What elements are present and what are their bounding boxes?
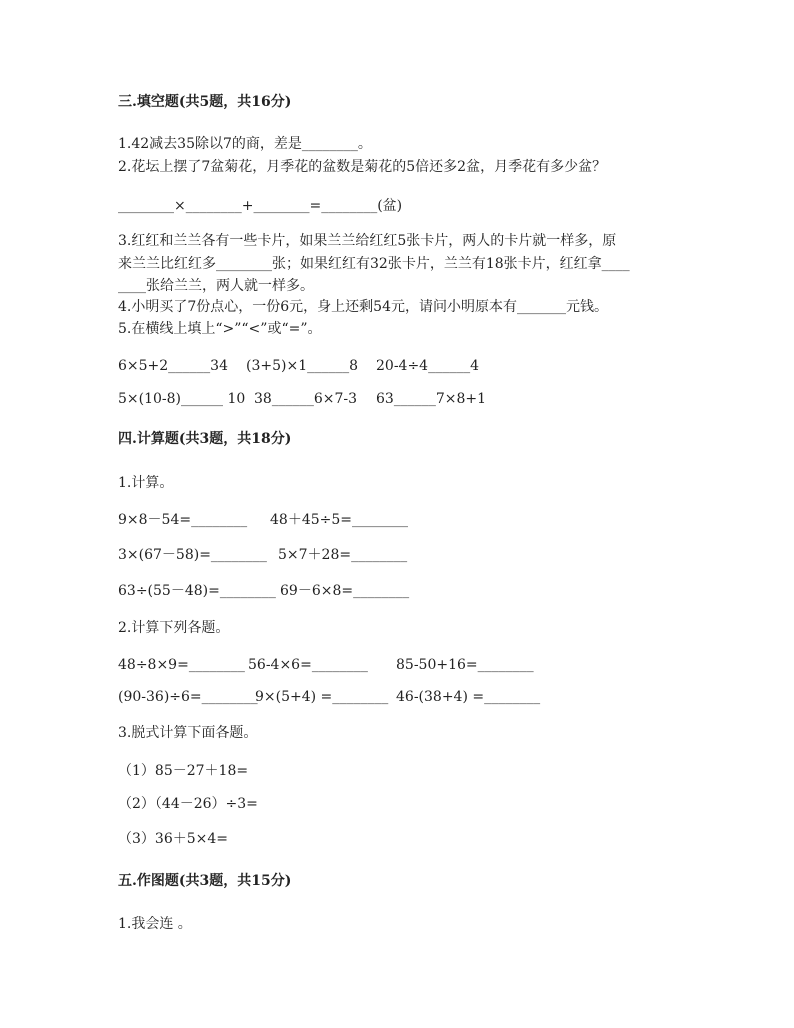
step-calc-item: （3）36＋5×4=: [118, 831, 228, 847]
calc-item: 63÷(55－48)=________: [118, 583, 276, 599]
question-3-3-line3: ____张给兰兰，两人就一样多。: [118, 278, 314, 294]
calc-item: 56-4×6=________: [248, 657, 368, 673]
compare-item: 63______7×8+1: [376, 391, 486, 407]
question-3-5: 5.在横线上填上“>”“<”或“=”。: [118, 321, 322, 337]
calc-item: 5×7＋28=________: [278, 547, 408, 563]
calc-item: 69－6×8=________: [280, 583, 410, 599]
compare-item: 6×5+2______34: [118, 358, 228, 374]
compare-item: 38______6×7-3: [254, 391, 357, 407]
question-3-1: 1.42减去35除以7的商，差是________。: [118, 136, 372, 152]
question-4-2: 2.计算下列各题。: [118, 620, 230, 636]
calc-item: 46-(38+4) =________: [396, 689, 541, 705]
calc-item: 9×(5+4) =________: [255, 689, 389, 705]
question-3-4: 4.小明买了7份点心，一份6元，身上还剩54元，请问小明原本有_______元钱。: [118, 299, 608, 315]
step-calc-item: （1）85－27＋18=: [118, 763, 249, 779]
question-3-3-line2: 来兰兰比红红多________张；如果红红有32张卡片，兰兰有18张卡片，红红拿____: [118, 256, 630, 272]
question-3-3-line1: 3.红红和兰兰各有一些卡片，如果兰兰给红红5张卡片，两人的卡片就一样多，原: [118, 233, 617, 249]
section3-title: 三.填空题(共5题，共16分): [118, 94, 292, 110]
question-5-1: 1.我会连 。: [118, 916, 192, 932]
calc-item: 48＋45÷5=________: [270, 512, 408, 528]
calc-item: (90-36)÷6=________: [118, 689, 258, 705]
calc-item: 9×8－54=________: [118, 512, 248, 528]
compare-item: 5×(10-8)______ 10: [118, 391, 246, 407]
compare-item: (3+5)×1______8: [246, 358, 359, 374]
question-4-1: 1.计算。: [118, 475, 174, 491]
compare-item: 20-4÷4______4: [376, 358, 479, 374]
question-3-2-blanks: ________×________+________=________(盆): [118, 198, 403, 214]
question-3-2: 2.花坛上摆了7盆菊花，月季花的盆数是菊花的5倍还多2盆，月季花有多少盆？: [118, 159, 607, 175]
calc-item: 85-50+16=________: [396, 657, 534, 673]
calc-item: 48÷8×9=________: [118, 657, 245, 673]
section4-title: 四.计算题(共3题，共18分): [118, 431, 292, 447]
section5-title: 五.作图题(共3题，共15分): [118, 873, 292, 889]
calc-item: 3×(67－58)=________: [118, 547, 267, 563]
step-calc-item: （2）（44－26）÷3=: [118, 796, 258, 812]
question-4-3: 3.脱式计算下面各题。: [118, 725, 258, 741]
